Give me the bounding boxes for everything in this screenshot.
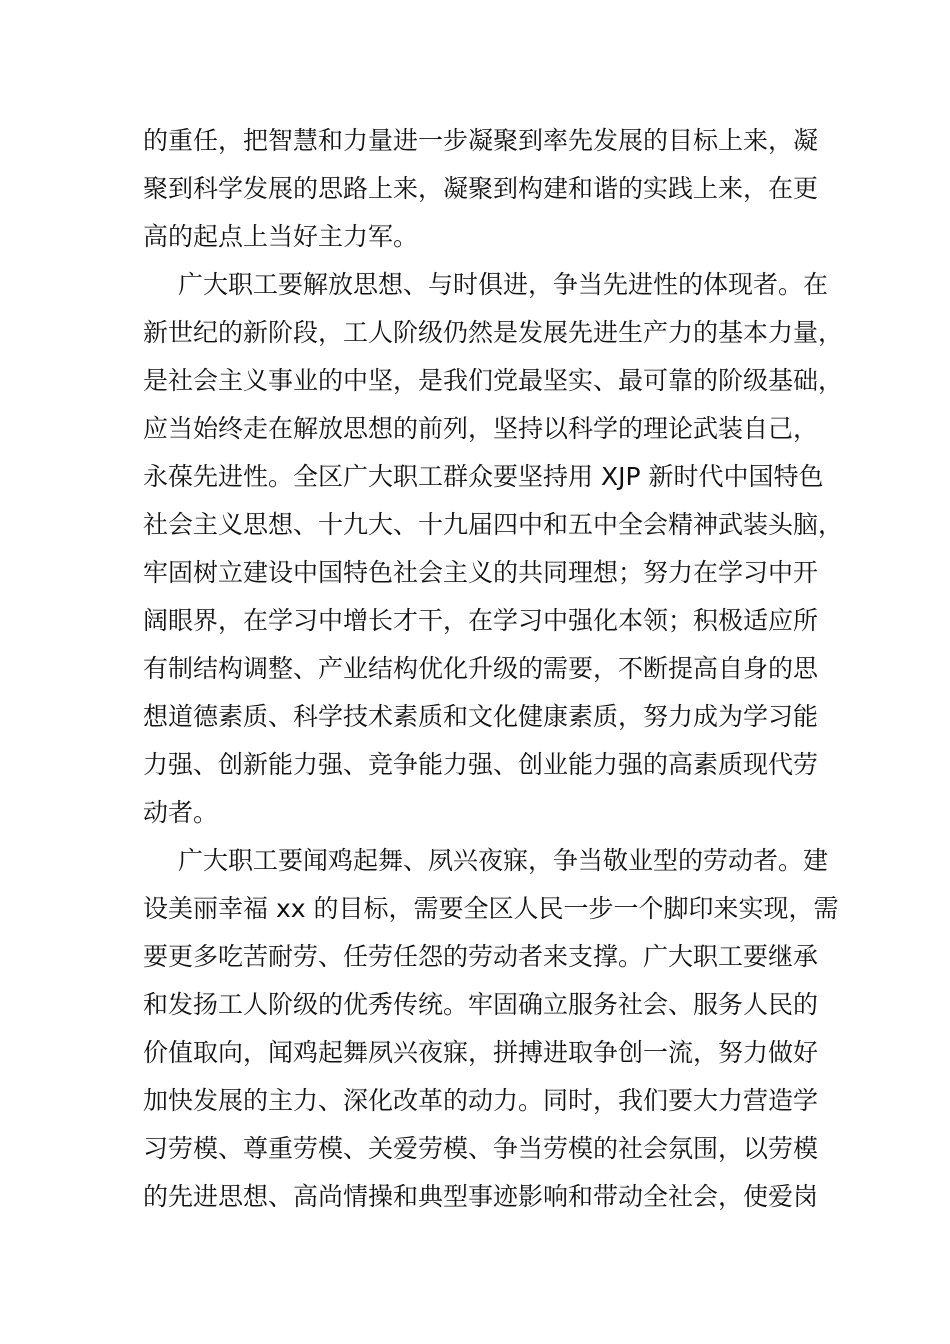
paragraph-3-line-4: 和发扬工人阶级的优秀传统。牢固确立服务社会、服务人民的 bbox=[143, 990, 819, 1019]
paragraph-2-line-12: 动者。 bbox=[143, 798, 219, 827]
paragraph-3-line-2: 设美丽幸福 xx 的目标，需要全区人民一步一个脚印来实现，需 bbox=[143, 894, 839, 923]
document-body bbox=[143, 117, 844, 1221]
paragraph-3-line-3: 要更多吃苦耐劳、任劳任怨的劳动者来支撑。广大职工要继承 bbox=[143, 942, 819, 971]
paragraph-1-line-2: 聚到科学发展的思路上来，凝聚到构建和谐的实践上来，在更 bbox=[143, 174, 819, 203]
paragraph-2-line-11: 力强、创新能力强、竞争能力强、创业能力强的高素质现代劳 bbox=[143, 750, 819, 779]
paragraph-2-line-7: 牢固树立建设中国特色社会主义的共同理想；努力在学习中开 bbox=[143, 558, 819, 587]
paragraph-2-line-9: 有制结构调整、产业结构优化升级的需要，不断提高自身的思 bbox=[143, 654, 819, 683]
paragraph-2-line-4: 应当始终走在解放思想的前列，坚持以科学的理论武装自己， bbox=[143, 414, 819, 443]
paragraph-2-line-6: 社会主义思想、十九大、十九届四中和五中全会精神武装头脑， bbox=[143, 510, 844, 539]
paragraph-2-line-10: 想道德素质、科学技术素质和文化健康素质，努力成为学习能 bbox=[143, 702, 819, 731]
paragraph-1-line-3: 高的起点上当好主力军。 bbox=[143, 222, 419, 251]
paragraph-3-line-7: 习劳模、尊重劳模、关爱劳模、争当劳模的社会氛围，以劳模 bbox=[143, 1134, 819, 1163]
paragraph-2-line-2: 新世纪的新阶段，工人阶级仍然是发展先进生产力的基本力量， bbox=[143, 318, 844, 347]
paragraph-2-line-3: 是社会主义事业的中坚，是我们党最坚实、最可靠的阶级基础， bbox=[143, 366, 844, 395]
paragraph-1-line-1: 的重任，把智慧和力量进一步凝聚到率先发展的目标上来，凝 bbox=[143, 126, 819, 155]
paragraph-2-line-8: 阔眼界，在学习中增长才干，在学习中强化本领；积极适应所 bbox=[143, 606, 819, 635]
paragraph-3-line-6: 加快发展的主力、深化改革的动力。同时，我们要大力营造学 bbox=[143, 1086, 819, 1115]
paragraph-3-line-8: 的先进思想、高尚情操和典型事迹影响和带动全社会，使爱岗 bbox=[143, 1182, 819, 1211]
paragraph-2-line-5: 永葆先进性。全区广大职工群众要坚持用 XJP 新时代中国特色 bbox=[143, 462, 824, 491]
paragraph-2-line-1: 广大职工要解放思想、与时俱进，争当先进性的体现者。在 bbox=[178, 270, 829, 299]
paragraph-3-line-1: 广大职工要闻鸡起舞、夙兴夜寐，争当敬业型的劳动者。建 bbox=[178, 846, 829, 875]
paragraph-3-line-5: 价值取向，闻鸡起舞夙兴夜寐，拼搏进取争创一流，努力做好 bbox=[143, 1038, 819, 1067]
